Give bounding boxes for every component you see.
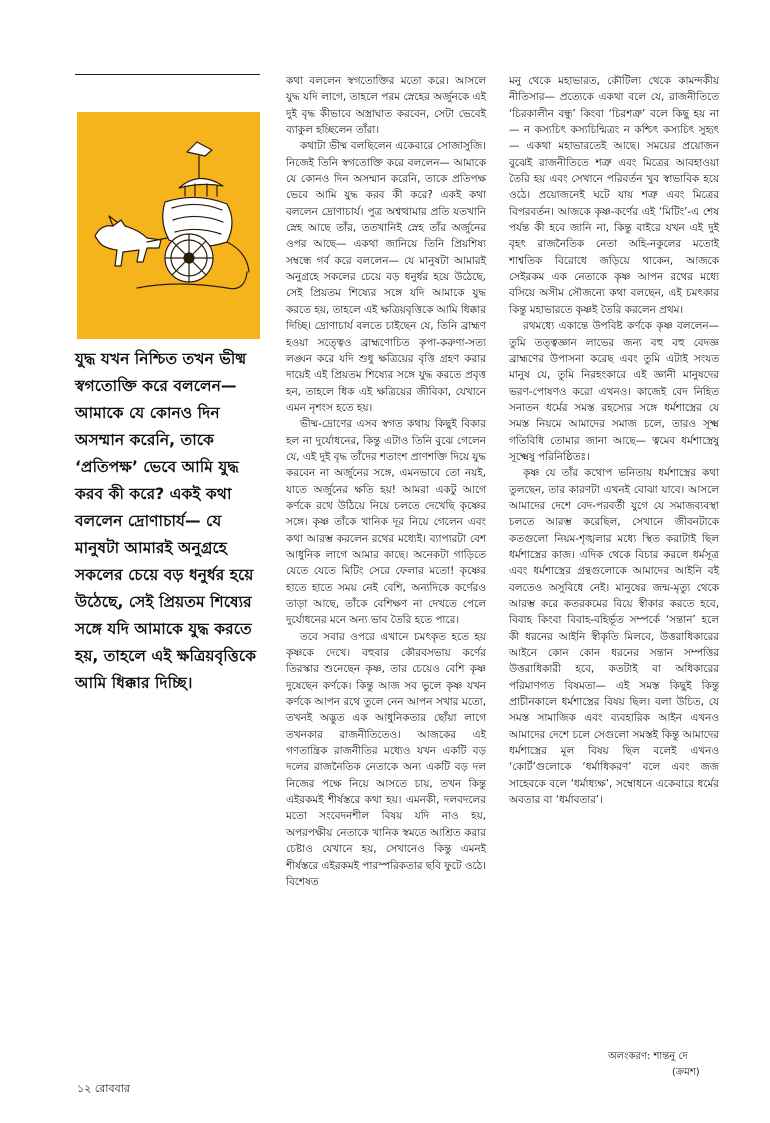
paragraph: ভীষ্ম-দ্রোণের এসব স্বগত কথায় কিছুই বিকার হল না দুর্যোধনের, কিন্তু এটাও তিনি বুঝে গেলেন যে, এই দুই বৃদ্ধ তাঁদের শতাংশ প্রাণশক্তি দিয়ে যুদ্ধ করবেন না অর্জুনের সঙ্গে, এমনভাবে তো নয়ই, যাতে অর্জুনের ক্ষতি হয়! আমরা একটু আগে কর্ণকে রথে উঠিয়ে নিয়ে চলতে দেখেছি কৃষ্ণের সঙ্গে। কৃষ্ণ তাঁকে খানিক দূর নিয়ে গেলেন এবং কথা আরম্ভ করলেন রথের মধ্যেই। ব্যাপারটা বেশ আধুনিক লাগে আমার কাছে। অনেকটা গাড়িতে যেতে যেতে মিটিং সেরে ফেলার মতো! কৃষ্ণের হাতে হাতে সময় নেই বেশি, অন্যদিকে কর্ণেরও তাড়া আছে, তাঁকে বেশিক্ষণ না দেখতে পেলে দুর্যোধনের মনে অন্য ভাব তৈরি হতে পারে। <box>286 418 486 627</box>
illustration-credit: অলংকরণ: শান্তনু দে <box>608 1051 688 1062</box>
article-column-1 <box>286 73 486 890</box>
paragraph: কথাটা ভীষ্ম বলছিলেন একেবারে সোজাসুজি। নিজেই তিনি স্বগতোক্তি করে বললেন— আমাকে যে কোনও দিন অসম্মান করেনি, তাকে প্রতিপক্ষ ভেবে আমি যুদ্ধ করব কী করে? একই কথা বললেন দ্রোণাচার্য। পুত্র অশ্বত্থামার প্রতি যতখানি স্নেহ আছে তাঁর, ততখানিই স্নেহ তাঁর অর্জুনের ওপর আছে— একথা জানিয়ে তিনি প্রিয়শিষ্য সম্বন্ধে গর্ব করে বললেন— যে মানুষটা আমারই অনুগ্রহে সকলের চেয়ে বড় ধনুর্ধর হয়ে উঠেছে, সেই প্রিয়তম শিষ্যের সঙ্গে যদি আমাকে যুদ্ধ করতে হয়, তাহলে এই ক্ষত্রিয়বৃত্তিকে আমি ধিক্কার দিচ্ছি। দ্রোণাচার্য বলতে চাইছেন যে, তিনি ব্রাহ্মণ হওয়া সত্ত্বেও ব্রাহ্মণোচিত কৃপা-করুণা-সত্য লঙ্ঘন করে যদি শুধু ক্ষত্রিয়ের বৃত্তি গ্রহণ করার দায়েই এই প্রিয়তম শিষ্যের সঙ্গে যুদ্ধ করতে প্রবৃত্ত হন, তাহলে ধিক এই ক্ষত্রিয়ের জীবিকা, যেখানে এমন নৃশংস হতে হয়। <box>286 140 486 414</box>
chariot-drawing <box>77 112 260 339</box>
chariot-illustration <box>77 112 260 339</box>
continued-note: (ক্রমশ) <box>672 1067 700 1078</box>
paragraph: রথমধ্যে একান্তে উপবিষ্ট কর্ণকে কৃষ্ণ বললেন— তুমি তত্ত্বজ্ঞান লাভের জন্য বহু বহু বেদজ্ঞ ব্রাহ্মণের উপাসনা করেছ এবং তুমি এটাই সংযত মানুষ যে, তুমি নিরহংকারে এই জ্ঞানী মানুষদের ভরণ-পোষণও করো এখনও। কাজেই বেদ নিহিত সনাতন ধর্মের সমস্ত রহস্যের সঙ্গে ধর্মশাস্ত্রের যে সমস্ত নিয়মে আমাদের সমাজ চলে, তারও সূক্ষ্ম গতিবিধি তোমার জানা আছে— ত্বমেব ধর্মশাস্ত্রেষু সূক্ষ্মেষু পরিনিষ্ঠিতঃ। <box>509 320 719 463</box>
paragraph: মনু থেকে মহাভারত, কৌটিল্য থেকে কামন্দকীয় নীতিসার— প্রত্যেকে একথা বলে যে, রাজনীতিতে ‘চিরকালীন বন্ধু’ কিংবা ‘চিরশত্রু’ বলে কিছু হয় না— ন কস্যচিৎ কস্যচিন্মিত্রং ন কশ্চিৎ কস্যচিৎ সুহৃৎ— একথা মহাভারতেই আছে। সময়ের প্রয়োজন বুঝেই রাজনীতিতে শত্রু এবং মিত্রের আবহাওয়া তৈরি হয় এবং সেখানে পরিবর্তন খুব স্বাভাবিক হয়ে ওঠে। প্রয়োজনেই ঘটে যায় শত্রু এবং মিত্রের বিপরবর্তন। আজকে কৃষ্ণ-কর্ণের এই ‘মিটিং’-এ শেষ পর্যন্ত কী হবে জানি না, কিন্তু বাইরে যখন এই দুই বৃহৎ রাজনৈতিক নেতা অহি-নকুলের মতোই শাশ্বতিক বিরোধে জড়িয়ে থাকেন, আজকে সেইরকম এক নেতাকে কৃষ্ণ আপন রথের মধ্যে বসিয়ে অসীম সৌজন্যে কথা বলছেন, এই চমৎকার কিন্তু মহাভারতে কৃষ্ণই তৈরি করলেন প্রথম। <box>509 75 719 316</box>
pull-quote: যুদ্ধ যখন নিশ্চিত তখন ভীষ্ম স্বগতোক্তি করে বললেন— আমাকে যে কোনও দিন অসম্মান করেনি, তাকে ‘প্রতিপক্ষ’ ভেবে আমি যুদ্ধ করব কী করে? একই কথা বললেন দ্রোণাচার্য— যে মানুষটা আমারই অনুগ্রহে সকলের চেয়ে বড় ধনুর্ধর হয়ে উঠেছে, সেই প্রিয়তম শিষ্যের সঙ্গে যদি আমাকে যুদ্ধ করতে হয়, তাহলে এই ক্ষত্রিয়বৃত্তিকে আমি ধিক্কার দিচ্ছি। <box>75 350 257 692</box>
paragraph: তবে সবার ওপরে এখানে চমৎকৃত হতে হয় কৃষ্ণকে দেখে। বহুবার কৌরবসভায় কর্ণের তিরস্কার শুনেছেন কৃষ্ণ, তার চেয়েও বেশি কৃষ্ণ দুষেছেন কর্ণকে। কিন্তু আজ সব ভুলে কৃষ্ণ যখন কর্ণকে আপন রথে তুলে নেন আপন সখার মতো, তখনই অদ্ভুত এক আধুনিকতার ছোঁয়া লাগে তখনকার রাজনীতিতেও। আজকের এই গণতান্ত্রিক রাজনীতির মধ্যেও যখন একটি বড় দলের রাজনৈতিক নেতাকে অন্য একটি বড় দল নিজের পক্ষে নিয়ে আসতে চায়, তখন কিন্তু এইরকমই শীর্ষস্তরে কথা হয়। এমনকী, দলবদলের মতো সংবেদনশীল বিষয় যদি নাও হয়, অপরপক্ষীয় নেতাকে খানিক স্বমতে আশ্রিত করার চেষ্টাও যেখানে হয়, সেখানেও কিন্তু এমনই শীর্ষস্তরে এইরকমই পারস্পরিকতার ছবি ফুটে ওঠে। বিশেষত <box>286 630 486 888</box>
article-column-2 <box>509 73 719 808</box>
page-folio: ১২ রোববার <box>77 1082 130 1095</box>
paragraph: কৃষ্ণ যে তাঁর কথোপ ভনিতায় ধর্মশাস্ত্রের কথা তুলছেন, তার কারণটা এখনই বোঝা যাবে। আসলে আমাদের দেশে বেদ-পরবর্তী যুগে যে সমাজব্যবস্থা চলতে আরম্ভ করেছিল, সেখানে জীবনটাকে কতগুলো নিয়ম-শৃঙ্খলার মধ্যে স্থিত করাটাই ছিল ধর্মশাস্ত্রের কাজ। এদিক থেকে বিচার করলে ধর্মসূত্র এবং ধর্মশাস্ত্রের গ্রন্থগুলোকে আমাদের আইনি বই বলতেও অসুবিধে নেই। মানুষের জন্ম-মৃত্যু থেকে আরম্ভ করে কতরকমের বিয়ে স্বীকার করতে হবে, বিবাহ কিংবা বিবাহ-বহির্ভূত সম্পর্কে ‘সন্তান’ হলে কী ধরনের আইনি স্বীকৃতি মিলবে, উত্তরাধিকারের আইনে কোন কোন ধরনের সন্তান সম্পত্তির উত্তরাধিকারী হবে, কতটাই বা অধিকারের পরিমাণগত বিষমতা— এই সমস্ত কিছুই কিন্তু প্রাচীনকালে ধর্মশাস্ত্রের বিষয় ছিল। বলা উচিত, যে সমস্ত সামাজিক এবং ব্যবহারিক আইন এখনও আমাদের দেশে চলে সেগুলো সমস্তই কিন্তু আমাদের ধর্মশাস্ত্রের মূল বিষয় ছিল বলেই এখনও ‘কোর্ট’গুলোকে ‘ধর্মাধিকরণ’ বলে এবং জজ সাহেবকে বলে ‘ধর্মাধ্যক্ষ’, সম্বোধনে একেবারে ধর্মের অবতার বা ‘ধর্মাবতার’। <box>509 467 719 807</box>
paragraph: কথা বললেন স্বগতোক্তির মতো করে। আসলে যুদ্ধ যদি লাগে, তাহলে পরম স্নেহের অর্জুনকে এই দুই বৃদ্ধ কীভাবে অস্ত্রাঘাত করবেন, সেটা ভেবেই ব্যাকুল হচ্ছিলেন তাঁরা। <box>286 75 486 137</box>
top-rule <box>75 74 260 75</box>
